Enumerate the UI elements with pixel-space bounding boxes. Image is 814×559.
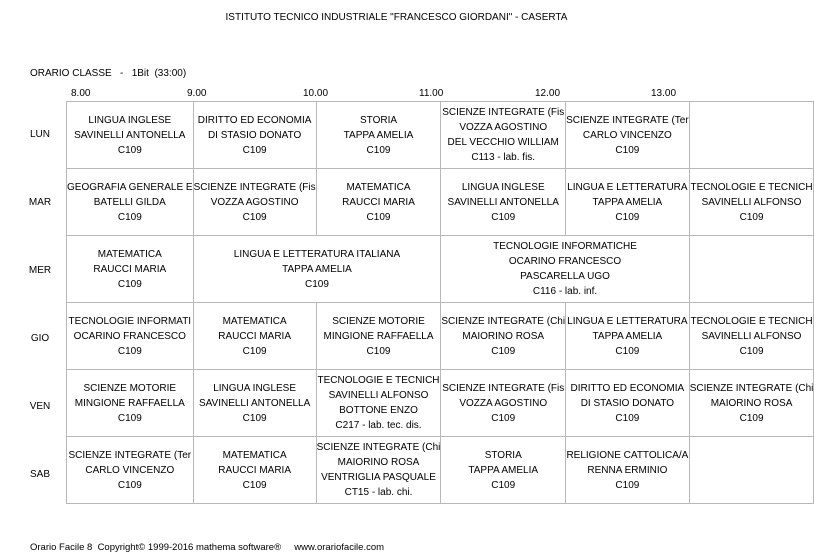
subject-text: SCIENZE MOTORIE <box>332 315 425 327</box>
lesson-detail-text: C109 <box>305 278 329 290</box>
timetable-row <box>67 169 814 236</box>
subject-text: RELIGIONE CATTOLICA/A <box>566 449 689 461</box>
timetable-row <box>67 102 814 169</box>
lesson-cell <box>67 236 194 303</box>
lesson-detail-text: TAPPA AMELIA <box>592 330 663 342</box>
subject-text: SCIENZE INTEGRATE (Chi <box>441 315 566 327</box>
lesson-detail-text: C109 <box>366 345 391 357</box>
subject-text: GEOGRAFIA GENERALE E <box>67 181 193 193</box>
subject-text: STORIA <box>484 449 522 461</box>
subject-text: DIRITTO ED ECONOMIA <box>197 114 312 126</box>
lesson-detail-text: C109 <box>117 479 142 491</box>
lesson-cell <box>316 370 441 437</box>
lesson-cell <box>566 370 690 437</box>
lesson-cell <box>316 169 441 236</box>
hour-label: 12.00 <box>535 88 561 99</box>
lesson-detail-text: RAUCCI MARIA <box>342 196 415 208</box>
lesson-detail-text: C109 <box>117 412 142 424</box>
lesson-cell <box>67 370 194 437</box>
subject-text: SCIENZE INTEGRATE (Fis <box>442 382 565 394</box>
lesson-detail-text: C109 <box>242 144 267 156</box>
subject-text: LINGUA INGLESE <box>461 181 545 193</box>
lesson-detail-text: C109 <box>615 412 640 424</box>
lesson-cell <box>193 169 316 236</box>
subject-text: SCIENZE INTEGRATE (Chi <box>316 442 441 453</box>
lesson-detail-text: SAVINELLI ANTONELLA <box>74 129 186 141</box>
document-title: ISTITUTO TECNICO INDUSTRIALE "FRANCESCO GIORDANI" - CASERTA <box>225 12 568 23</box>
lesson-detail-text: C109 <box>242 412 267 424</box>
subject-text: LINGUA E LETTERATURA <box>567 315 688 327</box>
lesson-detail-text: C109 <box>117 144 142 156</box>
lesson-cell <box>67 169 194 236</box>
lesson-detail-text: C109 <box>242 211 267 223</box>
lesson-cell <box>193 236 441 303</box>
lesson-detail-text: RENNA ERMINIO <box>587 464 668 476</box>
subject-text: TECNOLOGIE INFORMATI <box>68 315 192 327</box>
lesson-cell <box>193 370 316 437</box>
lesson-detail-text: DI STASIO DONATO <box>207 129 302 141</box>
lesson-cell <box>193 303 316 370</box>
day-label: LUN <box>29 129 50 140</box>
lesson-cell <box>441 437 566 504</box>
lesson-detail-text: C113 - lab. fis. <box>471 152 536 163</box>
day-label: MAR <box>28 197 52 208</box>
lesson-cell <box>67 303 194 370</box>
lesson-detail-text: C109 <box>615 479 640 491</box>
lesson-cell <box>566 303 690 370</box>
lesson-cell <box>316 102 441 169</box>
lesson-cell <box>67 437 194 504</box>
day-label: VEN <box>29 401 51 412</box>
lesson-detail-text: SAVINELLI ANTONELLA <box>198 397 311 409</box>
subject-text: TECNOLOGIE E TECNICH <box>690 315 813 327</box>
lesson-detail-text: CARLO VINCENZO <box>582 129 672 141</box>
hour-label: 8.00 <box>71 88 91 99</box>
lesson-detail-text: RAUCCI MARIA <box>218 464 292 476</box>
subject-text: STORIA <box>359 114 398 126</box>
hour-label: 13.00 <box>651 88 677 99</box>
timetable-row <box>67 437 814 504</box>
lesson-detail-text: PASCARELLA UGO <box>520 271 610 282</box>
lesson-detail-text: C116 - lab. inf. <box>532 286 598 297</box>
lesson-detail-text: MINGIONE RAFFAELLA <box>323 330 434 342</box>
footer-copyright: Orario Facile 8 Copyright© 1999-2016 mathema software® www.orariofacile.com <box>30 542 385 553</box>
lesson-detail-text: SAVINELLI ANTONELLA <box>447 196 559 208</box>
empty-cell <box>689 236 814 303</box>
subject-text: SCIENZE INTEGRATE (Ter <box>566 114 689 126</box>
subject-text: SCIENZE INTEGRATE (Chi <box>689 382 814 394</box>
subject-text: TECNOLOGIE E TECNICH <box>690 181 813 193</box>
lesson-detail-text: C109 <box>366 211 391 223</box>
lesson-detail-text: C109 <box>491 211 516 223</box>
subject-text: LINGUA E LETTERATURA ITALIANA <box>233 248 401 260</box>
lesson-detail-text: TAPPA AMELIA <box>468 464 539 476</box>
lesson-detail-text: DI STASIO DONATO <box>580 397 675 409</box>
timetable-row <box>67 236 814 303</box>
subject-text: MATEMATICA <box>346 181 411 193</box>
lesson-detail-text: C109 <box>242 479 267 491</box>
lesson-detail-text: SAVINELLI ALFONSO <box>701 196 802 208</box>
lesson-detail-text: C109 <box>242 345 267 357</box>
lesson-cell <box>566 437 690 504</box>
lesson-detail-text: MAIORINO ROSA <box>710 397 793 409</box>
lesson-detail-text: C109 <box>491 479 516 491</box>
lesson-detail-text: CARLO VINCENZO <box>85 464 175 476</box>
subject-text: MATEMATICA <box>97 248 162 260</box>
subject-text: LINGUA E LETTERATURA <box>567 181 688 193</box>
day-label: SAB <box>29 469 50 480</box>
lesson-cell <box>193 437 316 504</box>
empty-cell <box>689 437 814 504</box>
subject-text: TECNOLOGIE E TECNICH <box>317 375 440 386</box>
lesson-cell <box>566 169 690 236</box>
timetable-grid <box>66 101 814 504</box>
hour-label: 9.00 <box>187 88 207 99</box>
lesson-cell <box>441 370 566 437</box>
lesson-detail-text: VOZZA AGOSTINO <box>210 196 299 208</box>
lesson-detail-text: OCARINO FRANCESCO <box>73 330 186 342</box>
lesson-detail-text: MAIORINO ROSA <box>337 457 420 468</box>
lesson-detail-text: C109 <box>366 144 391 156</box>
lesson-cell <box>441 303 566 370</box>
lesson-detail-text: VENTRIGLIA PASQUALE <box>321 472 436 483</box>
lesson-detail-text: BATELLI GILDA <box>93 196 166 208</box>
lesson-cell <box>441 169 566 236</box>
lesson-detail-text: C109 <box>491 412 516 424</box>
subject-text: MATEMATICA <box>222 449 287 461</box>
lesson-detail-text: C109 <box>615 345 640 357</box>
lesson-detail-text: C217 - lab. tec. dis. <box>335 420 422 431</box>
lesson-cell <box>193 102 316 169</box>
subject-text: LINGUA INGLESE <box>213 382 297 394</box>
lesson-detail-text: C109 <box>491 345 516 357</box>
lesson-detail-text: C109 <box>117 345 142 357</box>
lesson-detail-text: OCARINO FRANCESCO <box>508 256 622 267</box>
lesson-cell <box>689 303 814 370</box>
lesson-detail-text: TAPPA AMELIA <box>282 263 352 275</box>
timetable-row <box>67 370 814 437</box>
class-label: ORARIO CLASSE - 1Bit (33:00) <box>30 68 187 79</box>
hour-label: 10.00 <box>303 88 329 99</box>
day-label: MER <box>28 265 52 276</box>
lesson-detail-text: CT15 - lab. chi. <box>344 487 413 498</box>
lesson-detail-text: VOZZA AGOSTINO <box>459 122 548 133</box>
lesson-cell <box>441 102 566 169</box>
lesson-detail-text: BOTTONE ENZO <box>339 405 418 416</box>
lesson-cell <box>689 370 814 437</box>
lesson-detail-text: C109 <box>117 211 142 223</box>
lesson-detail-text: MINGIONE RAFFAELLA <box>74 397 185 409</box>
lesson-cell <box>67 102 194 169</box>
empty-cell <box>689 102 814 169</box>
hour-label: 11.00 <box>419 88 444 99</box>
subject-text: DIRITTO ED ECONOMIA <box>570 382 685 394</box>
lesson-detail-text: SAVINELLI ALFONSO <box>328 390 429 401</box>
lesson-cell <box>689 169 814 236</box>
lesson-detail-text: VOZZA AGOSTINO <box>459 397 548 409</box>
lesson-detail-text: C109 <box>117 278 142 290</box>
subject-text: MATEMATICA <box>222 315 287 327</box>
lesson-detail-text: RAUCCI MARIA <box>93 263 167 275</box>
subject-text: LINGUA INGLESE <box>88 114 172 126</box>
lesson-detail-text: RAUCCI MARIA <box>218 330 292 342</box>
lesson-cell <box>316 303 441 370</box>
lesson-detail-text: C109 <box>615 211 640 223</box>
subject-text: SCIENZE INTEGRATE (Fis <box>442 107 565 118</box>
timetable-row <box>67 303 814 370</box>
lesson-cell <box>566 102 690 169</box>
lesson-detail-text: C109 <box>739 412 764 424</box>
lesson-detail-text: TAPPA AMELIA <box>592 196 663 208</box>
lesson-detail-text: C109 <box>739 345 764 357</box>
lesson-detail-text: C109 <box>739 211 764 223</box>
day-label: GIO <box>30 333 50 344</box>
lesson-detail-text: TAPPA AMELIA <box>343 129 414 141</box>
subject-text: SCIENZE MOTORIE <box>83 382 177 394</box>
subject-text: TECNOLOGIE INFORMATICHE <box>493 241 637 252</box>
lesson-detail-text: C109 <box>615 144 640 156</box>
subject-text: SCIENZE INTEGRATE (Fis <box>193 181 316 193</box>
lesson-cell <box>441 236 689 303</box>
lesson-cell <box>316 437 441 504</box>
lesson-detail-text: SAVINELLI ALFONSO <box>701 330 802 342</box>
lesson-detail-text: DEL VECCHIO WILLIAM <box>447 137 559 148</box>
subject-text: SCIENZE INTEGRATE (Ter <box>68 449 192 461</box>
lesson-detail-text: MAIORINO ROSA <box>462 330 545 342</box>
